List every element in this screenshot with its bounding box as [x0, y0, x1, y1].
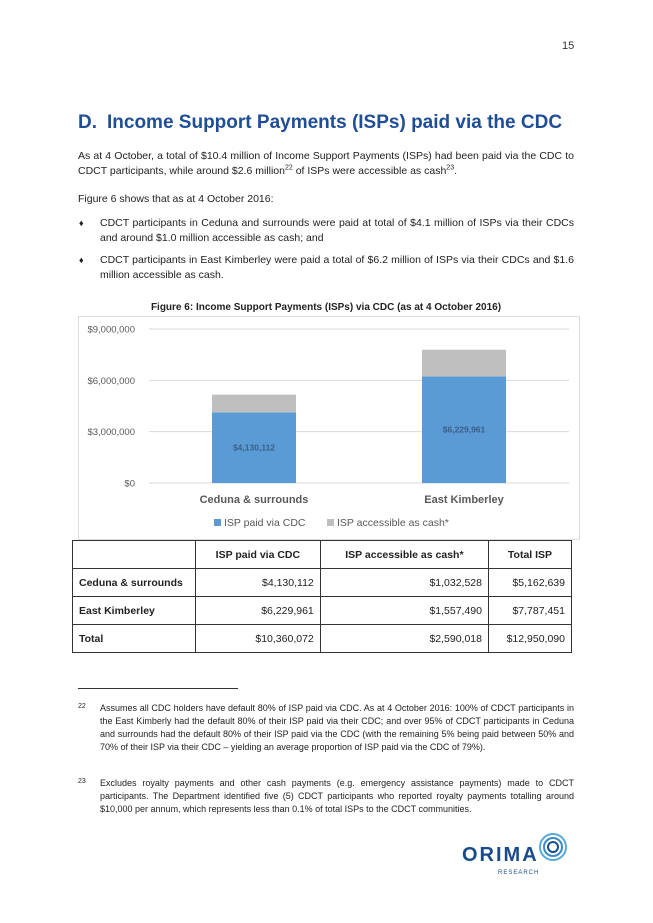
footnote-text: Excludes royalty payments and other cash payments (e.g. emergency assistance payments) made to CDCT participants. The Department identified five (5) CDCT participants who reported royalty payments totalling around $10,000 per annum, which represents less than 0.1% of total ISPs to the CDCT communities.	[100, 778, 574, 814]
table-header-row	[73, 541, 572, 569]
bar-isp-cash	[422, 350, 506, 377]
legend-swatch-cash	[327, 519, 334, 526]
legend-label: ISP paid via CDC	[224, 517, 306, 529]
x-category-label: Ceduna & surrounds	[199, 494, 309, 506]
intro-text-3: .	[454, 165, 458, 177]
table-row	[73, 597, 572, 625]
bar-isp-cash	[212, 395, 296, 413]
footnote-ref-22[interactable]: 22	[285, 164, 293, 172]
bullet-list	[78, 216, 574, 290]
chart	[78, 316, 580, 540]
y-tick-label: $6,000,000	[87, 375, 135, 387]
footnote-number: 23	[78, 778, 86, 785]
footnote-22	[78, 702, 574, 754]
figure-title: Figure 6: Income Support Payments (ISPs) via CDC (as at 4 October 2016)	[150, 302, 502, 313]
y-tick-label: $0	[124, 478, 135, 490]
table-row	[73, 625, 572, 653]
intro-paragraph	[78, 149, 574, 179]
legend-swatch-cdc	[214, 519, 221, 526]
section-heading	[78, 112, 572, 134]
logo-rings-icon	[538, 832, 568, 862]
chart-svg	[79, 317, 579, 539]
table-header: ISP accessible as cash*	[320, 541, 488, 569]
table-header	[73, 541, 196, 569]
table-row	[73, 569, 572, 597]
section-letter: D.	[78, 112, 97, 133]
logo-subtitle: RESEARCH	[498, 870, 540, 876]
table-cell: $1,557,490	[320, 597, 488, 625]
table-cell: $6,229,961	[196, 597, 321, 625]
footnote-number: 22	[78, 703, 86, 710]
diamond-bullet-icon: ♦	[79, 218, 84, 228]
table-cell: Total	[73, 625, 196, 653]
intro-text-2: of ISPs were accessible as cash	[292, 165, 447, 177]
bullet-item	[78, 216, 574, 246]
data-table	[72, 540, 572, 653]
x-category-label: East Kimberley	[424, 494, 504, 506]
table-cell: $4,130,112	[196, 569, 321, 597]
footnote-divider	[78, 688, 238, 689]
table-cell: $5,162,639	[489, 569, 572, 597]
page-number: 15	[562, 40, 575, 52]
bar-data-label: $6,229,961	[442, 424, 486, 435]
table-cell: $10,360,072	[196, 625, 321, 653]
table-header: ISP paid via CDC	[196, 541, 321, 569]
figure-lead: Figure 6 shows that as at 4 October 2016:	[78, 193, 274, 205]
intro-text-1: As at 4 October, a total of $10.4 million of Income Support Payments (ISPs) had been paid via the CDC to CDCT participants, while around $2.6 million	[78, 150, 574, 177]
footnote-text: Assumes all CDC holders have default 80% of ISP paid via CDC. As at 4 October 2016: 100% of CDCT participants in the East Kimberly had the default 80% of their ISP paid via their CDC; and over 95% of CDCT participants in Ceduna and surrounds had the default 80% of their ISP paid via the CDC (with the remaining 5% being paid between 50% and 70% of their ISP via their CDC – yielding an average proportion of ISP paid via the CDC of 79%).	[100, 703, 574, 752]
y-tick-label: $3,000,000	[87, 427, 135, 439]
bullet-text: CDCT participants in East Kimberley were paid a total of $6.2 million of ISPs via their CDCs and $1.6 million accessible as cash.	[100, 254, 574, 281]
legend-label: ISP accessible as cash*	[337, 517, 449, 529]
table-header: Total ISP	[489, 541, 572, 569]
logo-wordmark: ORIMA	[462, 844, 539, 866]
table-cell: $12,950,090	[489, 625, 572, 653]
bullet-item	[78, 253, 574, 283]
y-tick-label: $9,000,000	[87, 324, 135, 336]
table-cell: East Kimberley	[73, 597, 196, 625]
footnote-23	[78, 777, 574, 816]
table-cell: $2,590,018	[320, 625, 488, 653]
section-title: Income Support Payments (ISPs) paid via the CDC	[107, 112, 563, 133]
table-cell: $1,032,528	[320, 569, 488, 597]
footnote-ref-23[interactable]: 23	[446, 164, 455, 172]
table-cell: Ceduna & surrounds	[73, 569, 196, 597]
bullet-text: CDCT participants in Ceduna and surrounds were paid at total of $4.1 million of ISPs via their CDCs and around $1.0 million accessible as cash; and	[100, 217, 574, 244]
diamond-bullet-icon: ♦	[79, 255, 84, 265]
orima-logo	[462, 832, 572, 882]
bar-data-label: $4,130,112	[232, 442, 276, 453]
table-cell: $7,787,451	[489, 597, 572, 625]
